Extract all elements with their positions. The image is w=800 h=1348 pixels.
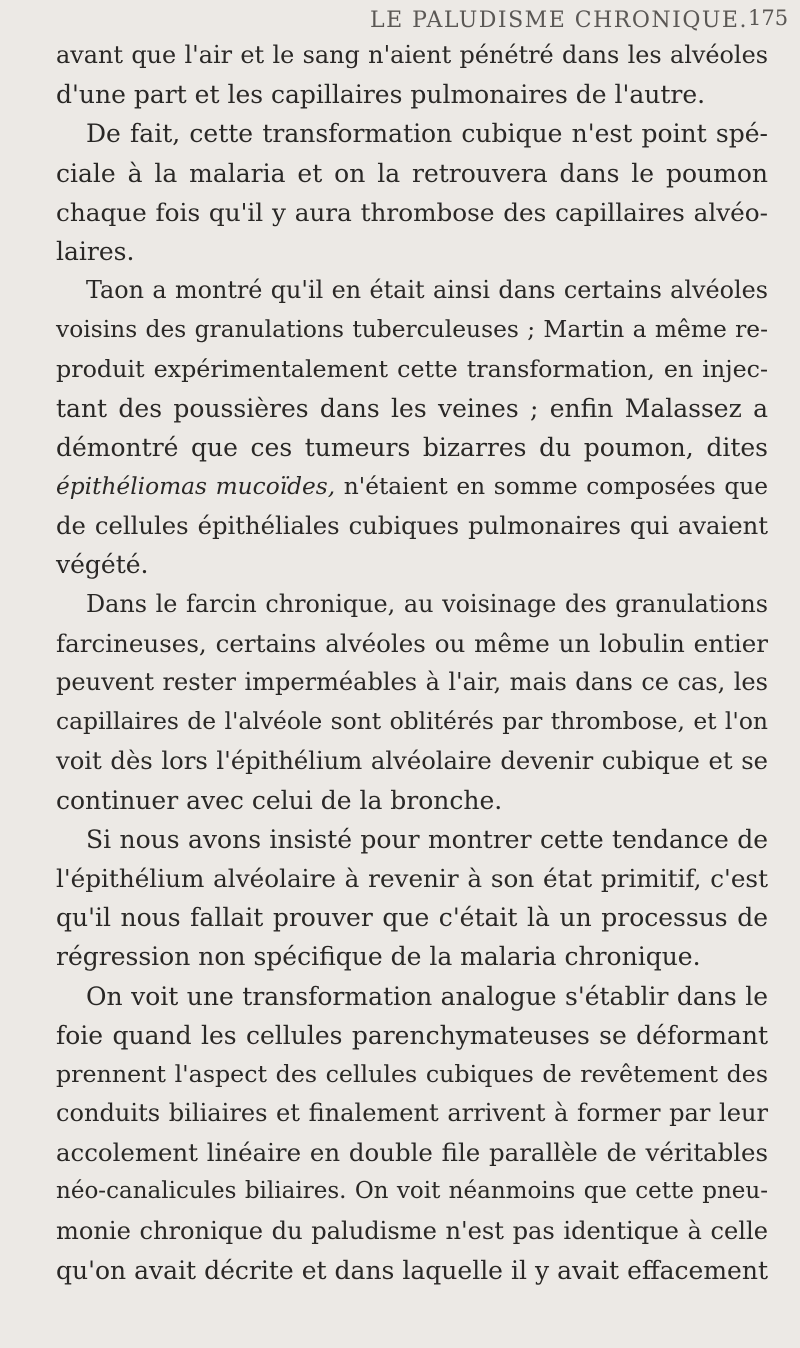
text-line: voit dès lors l'épithélium alvéolaire devenir cubique et se (56, 746, 768, 776)
text-line: On voit une transformation analogue s'établir dans le (86, 981, 768, 1011)
text-line: De fait, cette transformation cubique n'est point spé- (86, 119, 768, 149)
text-line: Dans le farcin chronique, au voisinage des granulations (86, 589, 768, 618)
italic-term: épithéliomas mucoïdes, (56, 473, 336, 501)
body-text (56, 36, 768, 1290)
text-line: l'épithélium alvéolaire à revenir à son état primitif, c'est (56, 863, 768, 893)
text-line: voisins des granulations tuberculeuses ; Martin a même re- (56, 315, 768, 344)
text-line: conduits biliaires et finalement arrivent à former par leur (56, 1099, 768, 1128)
page-number: 175 (748, 6, 789, 30)
text-line: Taon a montré qu'il en était ainsi dans certains alvéoles (86, 276, 768, 305)
text-line: foie quand les cellules parenchymateuses se déformant (56, 1020, 768, 1050)
text-line: chaque fois qu'il y aura thrombose des capillaires alvéo- (56, 197, 768, 227)
text-line: continuer avec celui de la bronche. (56, 785, 503, 815)
line-rest: n'étaient en somme composées que (335, 473, 768, 501)
text-line: farcineuses, certains alvéoles ou même un lobulin entier (56, 628, 768, 658)
running-head: LE PALUDISME CHRONIQUE. (370, 8, 748, 33)
text-line: régression non spécifique de la malaria chronique. (56, 942, 701, 972)
text-line: accolement linéaire en double file parallèle de véritables (56, 1138, 768, 1168)
text-line: qu'il nous fallait prouver que c'était là un processus de (56, 903, 768, 933)
text-line: démontré que ces tumeurs bizarres du poumon, dites (56, 432, 768, 462)
text-line: monie chronique du paludisme n'est pas identique à celle (56, 1216, 768, 1245)
text-line: tant des poussières dans les veines ; enfin Malassez a (56, 393, 768, 423)
text-line: avant que l'air et le sang n'aient pénétré dans les alvéoles (56, 41, 768, 69)
text-line: laires. (56, 236, 135, 266)
text-line: capillaires de l'alvéole sont oblitérés par thrombose, et l'on (56, 707, 768, 736)
text-line: de cellules épithéliales cubiques pulmonaires qui avaient (56, 511, 768, 541)
text-line (56, 467, 768, 506)
text-line: Si nous avons insisté pour montrer cette tendance de (86, 824, 768, 854)
text-line: d'une part et les capillaires pulmonaires de l'autre. (56, 80, 706, 110)
text-line: néo-canalicules biliaires. On voit néanmoins que cette pneu- (56, 1178, 768, 1205)
text-line: prennent l'aspect des cellules cubiques de revêtement des (56, 1059, 768, 1088)
text-line: qu'on avait décrite et dans laquelle il y avait effacement (56, 1255, 768, 1285)
text-line: végété. (56, 550, 149, 580)
text-line: peuvent rester imperméables à l'air, mais dans ce cas, les (56, 668, 768, 696)
text-line: produit expérimentalement cette transformation, en injec- (56, 354, 768, 383)
text-line: ciale à la malaria et on la retrouvera dans le poumon (56, 158, 768, 188)
